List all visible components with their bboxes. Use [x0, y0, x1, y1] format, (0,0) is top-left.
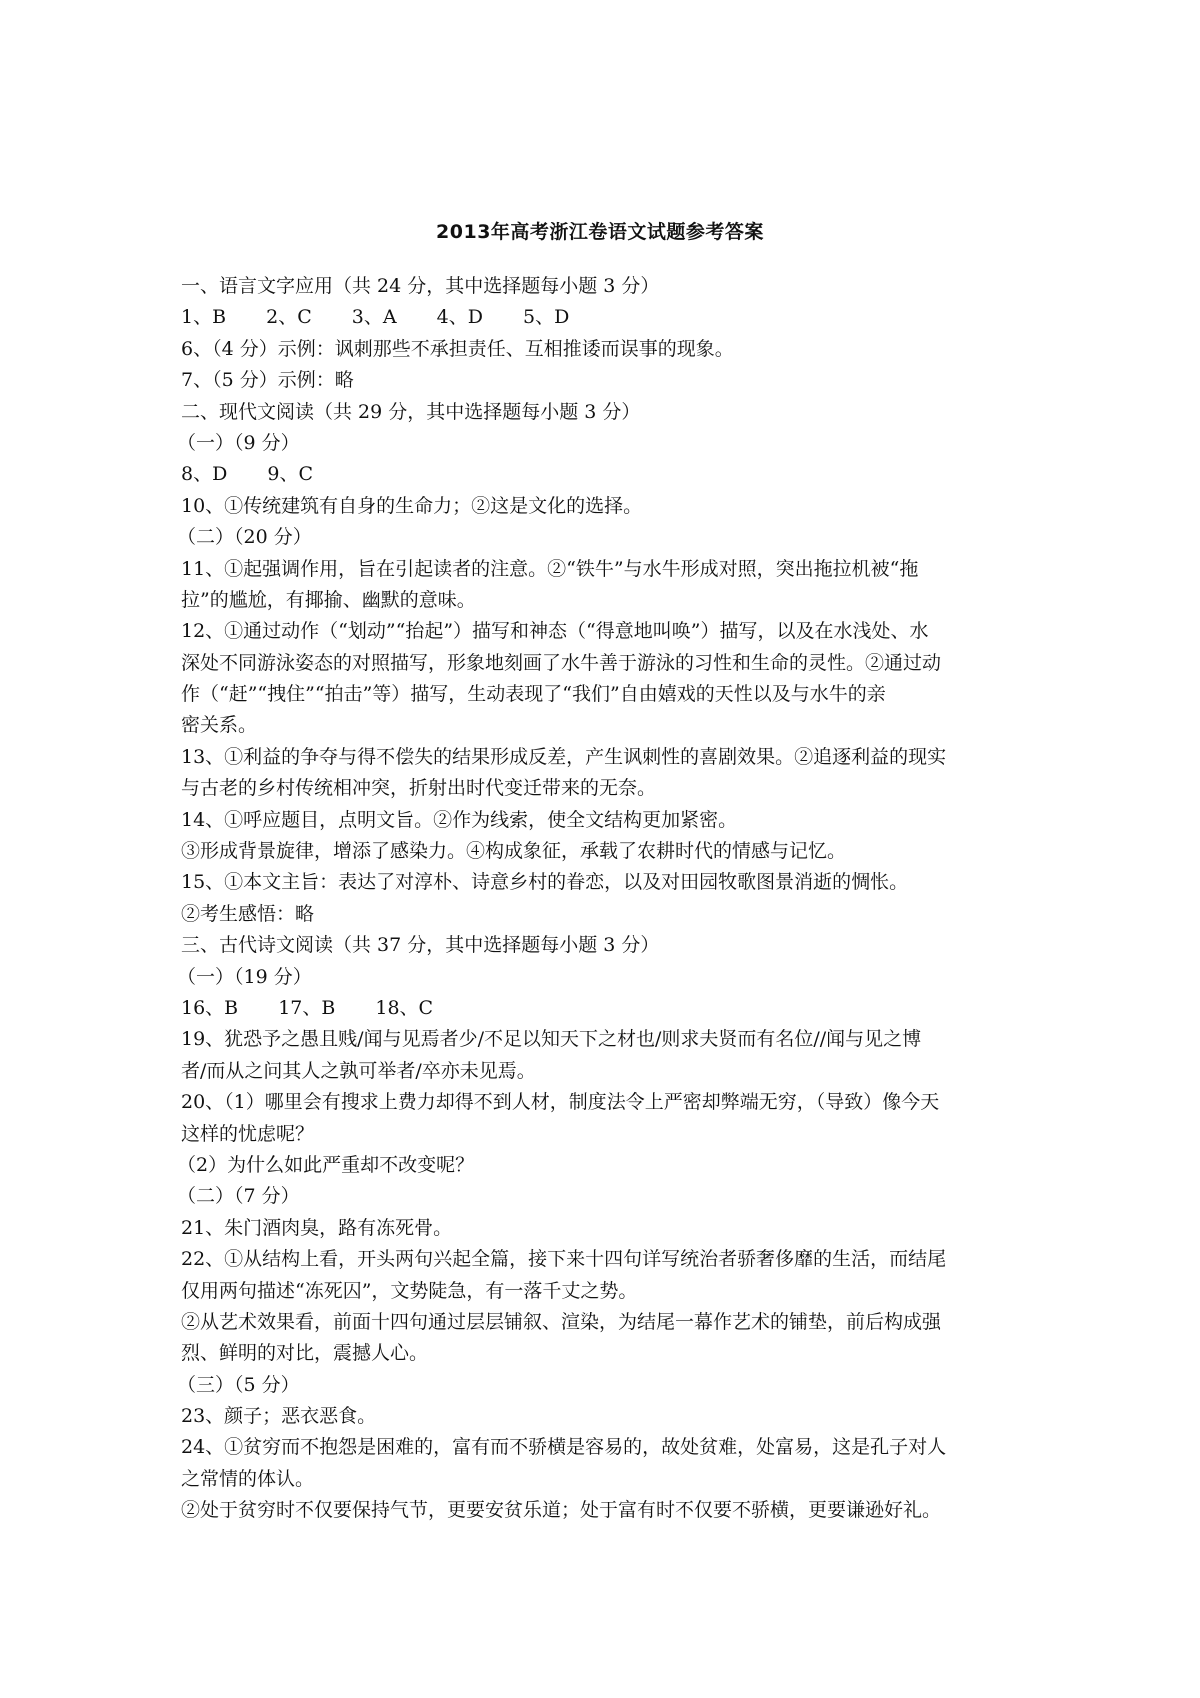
answers-8-9 [181, 459, 1033, 490]
answer-24-line-1: 24、①贫穷而不抱怨是困难的，富有而不骄横是容易的，故处贫难，处富易，这是孔子对人 [181, 1436, 947, 1459]
section-2-heading: 二、现代文阅读（共 29 分，其中选择题每小题 3 分） [181, 400, 641, 423]
answer-12-line-3: 作（“赶”“拽住”“拍击”等）描写，生动表现了“我们”自由嬉戏的天性以及与水牛的亲 [181, 683, 886, 706]
answer-18: 18、C [375, 996, 434, 1019]
answer-15-line-2: ②考生感悟：略 [181, 902, 315, 925]
answer-12-line-4: 密关系。 [181, 714, 258, 737]
answer-20-part-2: （2）为什么如此严重却不改变呢？ [177, 1153, 475, 1176]
answer-23: 23、颜子；恶衣恶食。 [181, 1405, 377, 1428]
answer-1: 1、B [181, 306, 227, 329]
subsection-2-1: （一）（9 分） [177, 431, 300, 454]
answer-11-line-1: 11、①起强调作用，旨在引起读者的注意。②“铁牛”与水牛形成对照，突出拖拉机被“拖 [181, 557, 919, 580]
answers-1-5 [181, 302, 1033, 333]
answer-12-line-2: 深处不同游泳姿态的对照描写，形象地刻画了水牛善于游泳的习性和生命的灵性。②通过动 [181, 651, 942, 674]
answer-22-line-1: 22、①从结构上看，开头两句兴起全篇，接下来十四句详写统治者骄奢侈靡的生活，而结尾 [181, 1248, 947, 1271]
section-1-heading: 一、语言文字应用（共 24 分，其中选择题每小题 3 分） [181, 275, 660, 297]
answer-content [177, 271, 1033, 1527]
answer-10: 10、①传统建筑有自身的生命力；②这是文化的选择。 [181, 494, 643, 517]
subsection-3-1: （一）（19 分） [177, 965, 312, 988]
answer-5: 5、D [523, 306, 570, 329]
subsection-3-3: （三）（5 分） [177, 1373, 300, 1396]
answer-4: 4、D [436, 306, 483, 329]
answer-16: 16、B [181, 996, 239, 1019]
answer-19-line-1: 19、犹恐予之愚且贱/闻与见焉者少/不足以知天下之材也/则求夫贤而有名位//闻与见之博 [181, 1028, 922, 1051]
answer-22-line-4: 烈、鲜明的对比，震撼人心。 [181, 1342, 429, 1365]
answer-15-line-1: 15、①本文主旨：表达了对淳朴、诗意乡村的眷恋，以及对田园牧歌图景消逝的惆怅。 [181, 871, 909, 894]
answer-12-line-1: 12、①通过动作（“划动”“抬起”）描写和神态（“得意地叫唤”）描写，以及在水浅处、水 [181, 620, 929, 643]
answer-13-line-1: 13、①利益的争夺与得不偿失的结果形成反差，产生讽刺性的喜剧效果。②追逐利益的现实 [181, 745, 947, 768]
answer-9: 9、C [267, 463, 314, 486]
section-3-heading: 三、古代诗文阅读（共 37 分，其中选择题每小题 3 分） [181, 934, 660, 957]
answer-13-line-2: 与古老的乡村传统相冲突，折射出时代变迁带来的无奈。 [181, 777, 657, 800]
document-title: 2013年高考浙江卷语文试题参考答案 [436, 221, 764, 243]
answer-11-line-2: 拉”的尴尬，有揶揄、幽默的意味。 [181, 588, 476, 611]
answer-3: 3、A [351, 306, 397, 329]
answer-20-line-2: 这样的忧虑呢？ [181, 1122, 315, 1145]
answers-16-18 [181, 993, 1033, 1024]
answer-24-line-2: 之常情的体认。 [181, 1467, 315, 1490]
answer-22-line-3: ②从艺术效果看，前面十四句通过层层铺叙、渲染，为结尾一幕作艺术的铺垫，前后构成强 [181, 1310, 942, 1333]
subsection-2-2: （二）（20 分） [177, 526, 312, 549]
answer-14-line-2: ③形成背景旋律，增添了感染力。④构成象征，承载了农耕时代的情感与记忆。 [181, 840, 847, 863]
answer-8: 8、D [181, 463, 228, 486]
answer-22-line-2: 仅用两句描述“冻死囚”，文势陡急，有一落千丈之势。 [181, 1279, 638, 1302]
answer-24-line-3: ②处于贫穷时不仅要保持气节，更要安贫乐道；处于富有时不仅要不骄横，更要谦逊好礼。 [181, 1499, 942, 1522]
answer-6: 6、（4 分）示例：讽刺那些不承担责任、互相推诿而误事的现象。 [181, 337, 734, 360]
answer-7: 7、（5 分）示例：略 [181, 369, 354, 392]
answer-2: 2、C [266, 306, 312, 329]
answer-19-line-2: 者/而从之问其人之孰可举者/卒亦未见焉。 [181, 1059, 536, 1082]
subsection-3-2: （二）（7 分） [177, 1185, 300, 1208]
answer-20-line-1: 20、（1）哪里会有搜求上费力却得不到人材，制度法令上严密却弊端无穷，（导致）像今天 [181, 1091, 940, 1114]
answer-21: 21、朱门酒肉臭，路有冻死骨。 [181, 1216, 453, 1239]
answer-17: 17、B [278, 996, 336, 1019]
answer-14-line-1: 14、①呼应题目，点明文旨。②作为线索，使全文结构更加紧密。 [181, 808, 738, 831]
